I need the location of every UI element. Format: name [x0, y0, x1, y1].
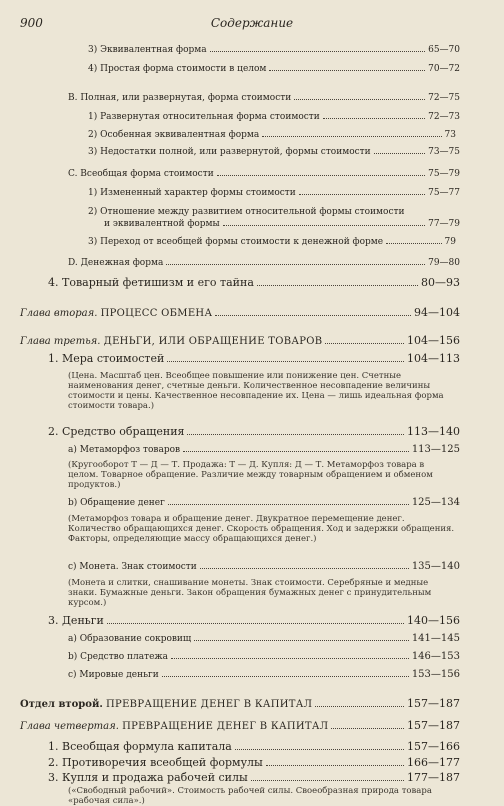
toc-annotation: («Свободный рабочий». Стоимость рабочей силы. Своеобразная природа товара «рабочая сила».) [68, 786, 432, 806]
toc-entry: c) Монета. Знак стоимости 135—140 [68, 561, 460, 572]
toc-entry: и эквивалентной формы 77—79 [104, 219, 460, 229]
toc-chapter: Глава третья. ДЕНЬГИ, ИЛИ ОБРАЩЕНИЕ ТОВАРОВ 104—156 [20, 334, 460, 347]
toc-entry: 4) Простая форма стоимости в целом 70—72 [88, 64, 460, 74]
page-header-title: Содержание [210, 16, 294, 30]
toc-entry: 1) Развернутая относительная форма стоимости 72—73 [88, 112, 460, 122]
toc-entry: 1. Всеобщая формула капитала 157—166 [48, 740, 460, 753]
toc-entry: 3) Эквивалентная форма 65—70 [88, 45, 460, 55]
toc-entry: b) Средство платежа 146—153 [68, 651, 460, 662]
toc-entry: 3) Недостатки полной, или развернутой, формы стоимости 73—75 [88, 147, 460, 157]
toc-entry: c) Мировые деньги 153—156 [68, 669, 460, 680]
toc-entry: 3. Деньги 140—156 [48, 614, 460, 627]
toc-entry: 1. Мера стоимостей 104—113 [48, 352, 460, 365]
toc-chapter: Глава четвертая. ПРЕВРАЩЕНИЕ ДЕНЕГ В КАПИТАЛ 157—187 [20, 719, 460, 732]
toc-entry: C. Всеобщая форма стоимости 75—79 [68, 169, 460, 179]
toc-entry: 3) Переход от всеобщей формы стоимости к денежной форме 79 [88, 237, 456, 247]
toc-annotation: (Метаморфоз товара и обращение денег. Двукратное перемещение денег. Количество обращающихся денег. Скорость обращения. Ход и задержки обращения. Факторы, определяющие массу обращающихся денег.) [68, 514, 455, 544]
toc-part: Отдел второй. ПРЕВРАЩЕНИЕ ДЕНЕГ В КАПИТАЛ 157—187 [20, 697, 460, 710]
toc-entry: 1) Измененный характер формы стоимости 75—77 [88, 188, 460, 198]
toc-entry: 2. Противоречия всеобщей формулы 166—177 [48, 756, 460, 769]
page-number: 900 [20, 16, 43, 30]
toc-entry: 4. Товарный фетишизм и его тайна 80—93 [48, 276, 460, 289]
toc-entry: 2) Отношение между развитием относительной формы стоимости [88, 207, 405, 217]
toc-entry: B. Полная, или развернутая, форма стоимости 72—75 [68, 93, 460, 103]
toc-entry: D. Денежная форма 79—80 [68, 258, 460, 268]
toc-annotation: (Монета и слитки, снашивание монеты. Знак стоимости. Серебряные и медные знаки. Бумажные деньги. Закон обращения бумажных денег с принудительным курсом.) [68, 578, 432, 608]
toc-entry: a) Метаморфоз товаров 113—125 [68, 444, 460, 455]
toc-annotation: (Цена. Масштаб цен. Всеобщее повышение или понижение цен. Счетные наименования денег, счетные деньги. Количественное несовпадение величины стоимости и цены. Качественное несовпадение их. Цена — лишь идеальная форма стоимости товара.) [68, 371, 444, 411]
toc-entry: 2) Особенная эквивалентная форма 73 [88, 130, 456, 140]
toc-entry: 2. Средство обращения 113—140 [48, 425, 460, 438]
toc-chapter: Глава вторая. ПРОЦЕСС ОБМЕНА 94—104 [20, 306, 460, 319]
toc-annotation: (Кругооборот Т — Д — Т. Продажа: Т — Д. Купля: Д — Т. Метаморфоз товара в целом. Товарное обращение. Различие между товарным обращением и обменом продуктов.) [68, 460, 433, 490]
toc-entry: b) Обращение денег 125—134 [68, 497, 460, 508]
toc-entry: a) Образование сокровищ 141—145 [68, 633, 460, 644]
toc-entry: 3. Купля и продажа рабочей силы 177—187 [48, 771, 460, 784]
